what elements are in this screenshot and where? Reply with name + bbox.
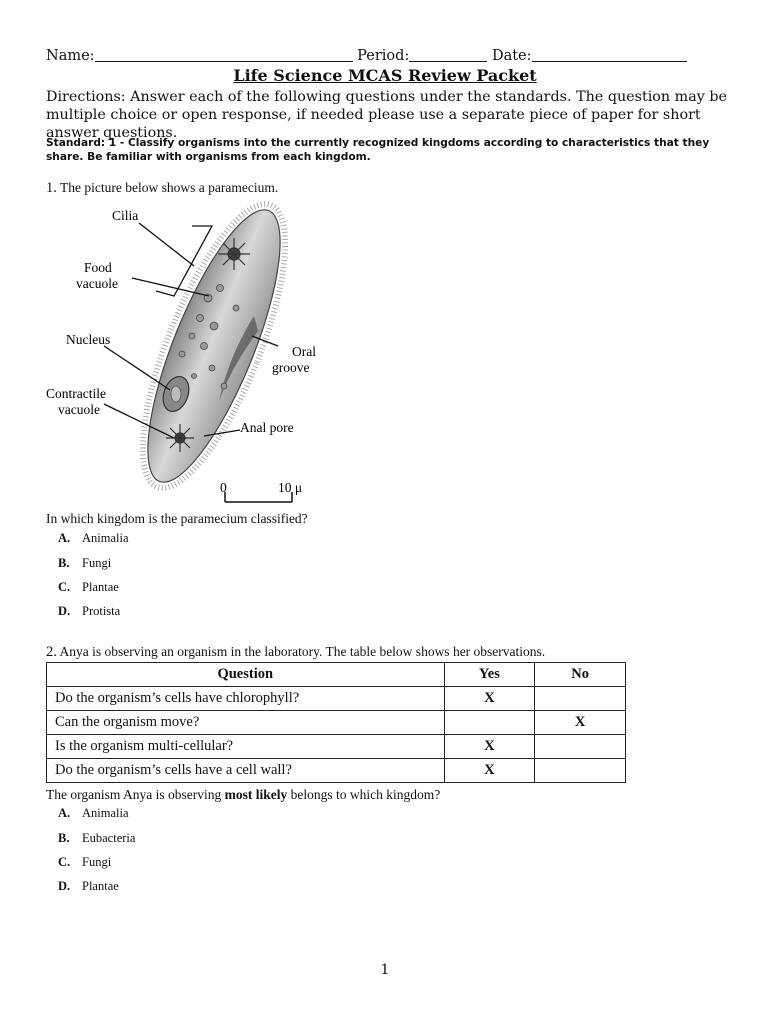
paramecium-figure: [44, 196, 344, 508]
table-cell-no: X: [535, 711, 626, 735]
scale-label-zero: 0: [220, 480, 227, 495]
q2-option-a[interactable]: A. Animalia: [58, 806, 129, 820]
date-blank[interactable]: [532, 47, 687, 62]
q2-option-c[interactable]: C. Fungi: [58, 855, 112, 869]
label-nucleus: Nucleus: [66, 332, 111, 347]
table-cell-question: Can the organism move?: [47, 711, 445, 735]
table-cell-no: [535, 759, 626, 783]
q1-prompt-text: The picture below shows a paramecium.: [60, 180, 279, 195]
label-food-vacuole-2: vacuole: [76, 276, 118, 291]
label-oral-1: Oral: [292, 344, 316, 359]
q1-option-c[interactable]: C. Plantae: [58, 580, 119, 594]
table-header-row: [47, 663, 626, 687]
label-oral-2: groove: [272, 360, 310, 375]
page-title: Life Science MCAS Review Packet: [233, 66, 537, 85]
table-cell-question: Do the organism’s cells have chlorophyll?: [47, 687, 445, 711]
table-row: [47, 759, 626, 783]
observations-table: [46, 662, 626, 783]
q2-option-b[interactable]: B. Eubacteria: [58, 831, 136, 845]
q1-prompt: [46, 180, 278, 197]
q2-number: 2.: [46, 644, 57, 660]
q2-question: The organism Anya is observing most likely belongs to which kingdom?: [46, 787, 441, 802]
label-contractile-2: vacuole: [58, 402, 100, 417]
table-cell-question: Is the organism multi-cellular?: [47, 735, 445, 759]
header-line: [46, 47, 726, 64]
standard-text: Standard: 1 - Classify organisms into the currently recognized kingdoms according to characteristics that they share. Be familiar with organisms from each kingdom.: [46, 137, 710, 163]
period-blank[interactable]: [409, 47, 487, 62]
table-cell-no: [535, 735, 626, 759]
table-header-no: No: [535, 663, 626, 687]
table-cell-yes: X: [444, 687, 535, 711]
directions: Directions: Answer each of the following questions under the standards. The question may be multiple choice or open response, if needed please use a separate piece of paper for short answer questions.: [46, 89, 727, 141]
label-contractile-1: Contractile: [46, 386, 106, 401]
q2-prompt-text: Anya is observing an organism in the laboratory. The table below shows her observations.: [59, 644, 546, 659]
cell-body: [122, 196, 306, 496]
table-row: [47, 711, 626, 735]
table-cell-yes: X: [444, 759, 535, 783]
date-label: Date:: [491, 48, 532, 64]
q1-option-a[interactable]: A. Animalia: [58, 531, 129, 545]
table-cell-question: Do the organism’s cells have a cell wall?: [47, 759, 445, 783]
label-cilia: Cilia: [112, 208, 139, 223]
label-food-vacuole-1: Food: [84, 260, 112, 275]
q1-option-b[interactable]: B. Fungi: [58, 556, 112, 570]
q2-option-d[interactable]: D. Plantae: [58, 879, 119, 893]
name-blank[interactable]: [95, 47, 353, 62]
table-cell-no: [535, 687, 626, 711]
table-row: [47, 735, 626, 759]
table-cell-yes: X: [444, 735, 535, 759]
q2-prompt: [46, 644, 545, 661]
q1-option-d[interactable]: D. Protista: [58, 604, 121, 618]
table-row: [47, 687, 626, 711]
contractile-vacuole-bottom: [166, 424, 194, 452]
table-cell-yes: [444, 711, 535, 735]
period-label: Period:: [357, 48, 410, 64]
q1-number: 1.: [46, 180, 57, 196]
table-header-yes: Yes: [444, 663, 535, 687]
scale-label-ten: 10 μ: [278, 480, 303, 495]
table-header-question: Question: [47, 663, 445, 687]
q2-emphasis: most likely: [224, 787, 288, 802]
label-anal-pore: Anal pore: [240, 420, 294, 435]
page-number: 1: [380, 962, 390, 978]
q1-question: In which kingdom is the paramecium classified?: [46, 511, 308, 526]
name-label: Name:: [46, 48, 95, 64]
